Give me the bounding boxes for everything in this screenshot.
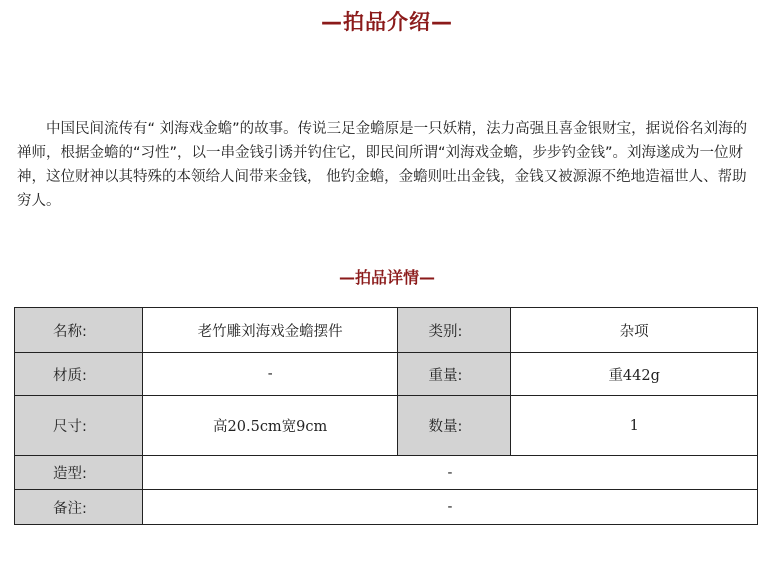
material-label: 材质: — [15, 353, 143, 396]
quantity-value: 1 — [511, 396, 758, 456]
shape-label: 造型: — [15, 456, 143, 490]
remark-label: 备注: — [15, 490, 143, 525]
details-section-title: —拍品详情— — [338, 268, 435, 287]
table-row — [15, 490, 758, 525]
weight-label: 重量: — [398, 353, 511, 396]
size-label: 尺寸: — [15, 396, 143, 456]
category-value: 杂项 — [511, 308, 758, 353]
material-value: - — [142, 353, 398, 396]
intro-section-title: —拍品介绍— — [321, 10, 453, 34]
shape-value: - — [142, 456, 757, 490]
table-row — [15, 456, 758, 490]
intro-paragraph: 中国民间流传有“ 刘海戏金蟾”的故事。传说三足金蟾原是一只妖精，法力高强且喜金银财宝，据说俗名刘海的禅师，根据金蟾的“习性”，以一串金钱引诱并钓住它，即民间所谓“刘海戏金蟾，步步钓金钱”。刘海遂成为一位财神，这位财神以其特殊的本领给人间带来金钱， 他钓金蟾，金蟾则吐出金钱，金钱又被源源不绝地造福世人、帮助穷人。 — [17, 120, 748, 209]
remark-value: - — [142, 490, 757, 525]
size-value: 高20.5cm宽9cm — [142, 396, 398, 456]
name-value: 老竹雕刘海戏金蟾摆件 — [142, 308, 398, 353]
table-row — [15, 396, 758, 456]
category-label: 类别: — [398, 308, 511, 353]
weight-value: 重442g — [511, 353, 758, 396]
details-table — [14, 307, 758, 525]
table-row — [15, 353, 758, 396]
name-label: 名称: — [15, 308, 143, 353]
quantity-label: 数量: — [398, 396, 511, 456]
table-row — [15, 308, 758, 353]
